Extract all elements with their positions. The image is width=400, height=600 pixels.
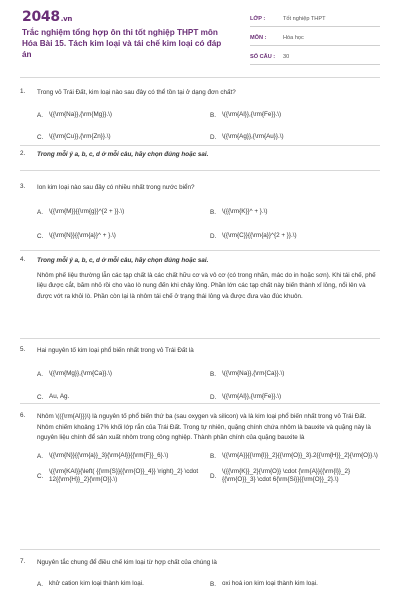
question-number: 5. bbox=[20, 346, 26, 353]
question-stem: Trong vỏ Trái Đất, kim loại nào sau đây có thể tồn tại ở dạng đơn chất? bbox=[37, 89, 236, 96]
question-divider bbox=[20, 403, 380, 404]
options-grid bbox=[37, 110, 380, 143]
meta-label: LỚP : bbox=[250, 15, 266, 22]
question-divider bbox=[20, 145, 380, 146]
question-stem: Nhôm \(({\rm{Al}})\) là nguyên tố phổ biến thứ ba (sau oxygen và silicon) và là kim loại phổ biến nhất trong vỏ Trái Đất. Nhôm chiếm khoảng 17% khối lớp rắn của Trái Đất. Trong tự nhiên, quặng chính chứa nhôm là bauxite và quặng này là nguyên liệu chính để sản xuất nhôm trong công nghiệp. Thành phần chính của quặng bauxite là bbox=[37, 413, 371, 441]
option-b[interactable] bbox=[210, 369, 383, 380]
document-title: Trắc nghiệm tổng hợp ôn thi tốt nghiệp THPT môn Hóa Bài 15. Tách kim loại và tái chế kim loại có đáp án bbox=[22, 28, 222, 59]
question-divider bbox=[20, 170, 380, 171]
logo-text: 2048 bbox=[22, 9, 60, 25]
option-letter: A. bbox=[37, 370, 43, 378]
question-3 bbox=[20, 183, 380, 242]
option-text: \({\rm{Mg}},{\rm{Ca}}.\) bbox=[49, 369, 112, 377]
question-divider bbox=[20, 250, 380, 251]
option-a[interactable] bbox=[37, 579, 210, 590]
option-b[interactable] bbox=[210, 110, 383, 121]
option-c[interactable] bbox=[37, 392, 210, 403]
question-instruction: Trong mỗi ý a, b, c, d ở mỗi câu, hãy chọn đúng hoặc sai. bbox=[37, 257, 209, 264]
question-number: 4. bbox=[20, 256, 26, 263]
option-a[interactable] bbox=[37, 451, 210, 462]
meta-row-class bbox=[250, 11, 380, 27]
option-letter: B. bbox=[210, 111, 216, 119]
option-text: oxi hoá ion kim loại thành kim loại. bbox=[222, 579, 318, 587]
option-letter: D. bbox=[210, 393, 217, 401]
option-text: \({{\rm{K}}^ + }.\) bbox=[222, 207, 268, 215]
options-grid bbox=[37, 369, 380, 403]
question-number: 7. bbox=[20, 558, 26, 565]
option-text: \({\rm{Ag}},{\rm{Au}}.\) bbox=[222, 132, 284, 140]
question-6 bbox=[20, 412, 380, 485]
meta-row-subject bbox=[250, 30, 380, 46]
option-text: \({\rm{M}}{{\rm{g}}^{2 + }}.\) bbox=[49, 207, 125, 215]
meta-table bbox=[250, 11, 380, 68]
question-stem: Hai nguyên tố kim loại phổ biến nhất trong vỏ Trái Đất là bbox=[37, 347, 194, 354]
meta-value: 30 bbox=[283, 53, 290, 60]
option-text: \({\rm{Na}},{\rm{Ca}}.\) bbox=[222, 369, 285, 377]
option-letter: D. bbox=[210, 232, 217, 240]
question-stem: Nguyên tắc chung để điều chế kim loại từ hợp chất của chúng là bbox=[37, 559, 217, 566]
option-text: Au, Ag. bbox=[49, 392, 70, 400]
option-letter: B. bbox=[210, 452, 216, 460]
option-letter: C. bbox=[37, 472, 44, 480]
question-5 bbox=[20, 346, 380, 403]
header-divider bbox=[20, 77, 380, 78]
question-1 bbox=[20, 88, 380, 143]
option-b[interactable] bbox=[210, 579, 383, 590]
meta-value: Tốt nghiệp THPT bbox=[283, 15, 326, 22]
options-grid bbox=[37, 451, 380, 485]
option-text: \({\rm{C}}{{\rm{a}}^{2 + }}.\) bbox=[222, 231, 297, 239]
option-c[interactable] bbox=[37, 468, 210, 485]
question-number: 1. bbox=[20, 88, 26, 95]
option-a[interactable] bbox=[37, 110, 210, 121]
option-d[interactable] bbox=[210, 132, 383, 143]
meta-label: MÔN : bbox=[250, 34, 267, 41]
option-letter: D. bbox=[210, 472, 217, 480]
option-letter: A. bbox=[37, 580, 43, 588]
option-c[interactable] bbox=[37, 231, 210, 242]
question-divider bbox=[20, 338, 380, 339]
option-letter: B. bbox=[210, 580, 216, 588]
option-letter: C. bbox=[37, 133, 44, 141]
question-7 bbox=[20, 558, 380, 590]
option-d[interactable] bbox=[210, 468, 383, 485]
question-instruction: Trong mỗi ý a, b, c, d ở mỗi câu, hãy chọn đúng hoặc sai. bbox=[37, 151, 209, 158]
option-text: \({\rm{N}}{{\rm{a}}^ + }.\) bbox=[49, 231, 116, 239]
option-letter: B. bbox=[210, 370, 216, 378]
reading-passage: Nhôm phế liệu thường lẫn các tạp chất là các chất hữu cơ và vô cơ (có trong nhãn, mác do in hoặc sơn). Khi tái chế, phế liệu được cắt, băm nhỏ rồi cho vào lò nung đến khi chảy lỏng. Phần lớn các tạp chất này biến thành xỉ lỏng, nổi lên và được vớt ra khỏi lò. Phần còn lại là nhôm tái chế ở trạng thái lỏng và được đưa vào đúc khuôn. bbox=[37, 271, 376, 300]
meta-row-count bbox=[250, 49, 380, 65]
option-text: \({\rm{N}}{{\rm{a}}_3}{\rm{Al}}{{\rm{F}}_6}.\) bbox=[49, 451, 169, 459]
option-b[interactable] bbox=[210, 451, 383, 462]
meta-label: SỐ CÂU : bbox=[250, 53, 276, 60]
option-text: \({\rm{Al}},{\rm{Fe}}.\) bbox=[222, 110, 282, 118]
question-4 bbox=[20, 256, 380, 302]
meta-value: Hóa học bbox=[283, 34, 304, 41]
question-number: 2. bbox=[20, 150, 26, 157]
option-text: \({{\rm{K}}_2}{\rm{O}} \cdot {\rm{A}}{{\rm{l}}_2}{{\rm{O}}_3} \cdot 6{\rm{Si}}{{\rm{O}}_2}.\) bbox=[222, 467, 351, 483]
option-text: \({\rm{A}}{{\rm{l}}_2}{{\rm{O}}_3}.2{{\rm{H}}_2}{\rm{O}}.\) bbox=[222, 451, 378, 459]
option-letter: C. bbox=[37, 393, 44, 401]
option-c[interactable] bbox=[37, 132, 210, 143]
option-letter: C. bbox=[37, 232, 44, 240]
question-stem: Ion kim loại nào sau đây có nhiều nhất trong nước biển? bbox=[37, 184, 195, 191]
option-d[interactable] bbox=[210, 392, 383, 403]
question-number: 3. bbox=[20, 183, 26, 190]
option-text: \({\rm{Cu}},{\rm{Zn}}.\) bbox=[49, 132, 111, 140]
question-divider bbox=[20, 549, 380, 550]
logo-suffix: .vn bbox=[60, 15, 73, 23]
option-a[interactable] bbox=[37, 369, 210, 380]
option-letter: A. bbox=[37, 452, 43, 460]
option-b[interactable] bbox=[210, 207, 383, 218]
option-a[interactable] bbox=[37, 207, 210, 218]
option-letter: B. bbox=[210, 208, 216, 216]
document-header bbox=[0, 0, 400, 66]
option-text: \({\rm{KAl}}{\left( {{\rm{S}}{{\rm{O}}_4}} \right)_2} \cdot 12{{\rm{H}}_2}{\rm{O}}.\) bbox=[49, 467, 199, 483]
option-letter: A. bbox=[37, 208, 43, 216]
site-logo[interactable] bbox=[22, 9, 72, 25]
option-letter: A. bbox=[37, 111, 43, 119]
option-text: \({\rm{Al}},{\rm{Fe}}.\) bbox=[222, 392, 282, 400]
options-grid bbox=[37, 207, 380, 242]
question-number: 6. bbox=[20, 412, 26, 419]
question-2 bbox=[20, 150, 380, 161]
option-text: \({\rm{Na}},{\rm{Mg}}.\) bbox=[49, 110, 112, 118]
option-text: khử cation kim loại thành kim loại. bbox=[49, 579, 144, 587]
option-letter: D. bbox=[210, 133, 217, 141]
options-grid bbox=[37, 579, 380, 590]
option-d[interactable] bbox=[210, 231, 383, 242]
